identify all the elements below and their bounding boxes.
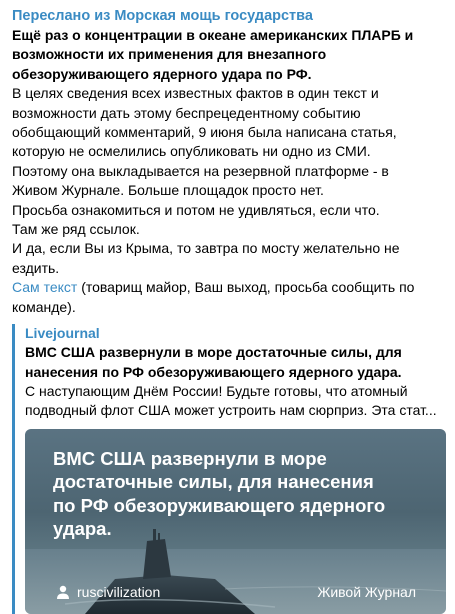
link-comment: (товарищ майор, Ваш выход, просьба сообщить по xyxy=(77,279,415,296)
preview-title-line: ВМС США развернули в море достаточные силы, для xyxy=(25,344,402,361)
body-line: Поэтому она выкладывается на резервной платформе - в xyxy=(12,162,389,179)
body-line: Там же ряд ссылок. xyxy=(12,221,140,238)
image-headline xyxy=(53,447,433,541)
image-headline-line: по РФ обезоруживающего ядерного xyxy=(53,494,386,516)
preview-title-line: нанесения по РФ обезоруживающего ядерного удара. xyxy=(25,363,402,380)
author-name: ruscivilization xyxy=(77,583,161,600)
forward-header[interactable]: Переслано из Морская мощь государства xyxy=(12,8,313,24)
message-body xyxy=(12,84,445,317)
body-line: Живом Журнале. Больше площадок просто нет. xyxy=(12,182,324,199)
image-author xyxy=(55,584,160,600)
preview-site-name: Livejournal xyxy=(25,325,100,342)
link-preview[interactable] xyxy=(12,324,445,614)
body-line: обобщающий комментарий, 9 июня была написана статья, xyxy=(12,124,397,141)
image-source-name: Живой Журнал xyxy=(317,583,416,600)
body-line: ездить. xyxy=(12,259,60,276)
body-line: Просьба ознакомиться и потом не удивляться, если что. xyxy=(12,201,380,218)
preview-description-line: подводный флот США может устроить нам сюрприз. Эта стат... xyxy=(25,402,437,419)
headline-line: обезоруживающего ядерного удара по РФ. xyxy=(12,65,312,82)
preview-image[interactable] xyxy=(25,429,446,614)
body-line: возможности дать этому беспрецедентному событию xyxy=(12,104,361,121)
image-headline-line: ВМС США развернули в море xyxy=(53,447,327,469)
headline-line: Ещё раз о концентрации в океане американских ПЛАРБ и xyxy=(12,27,414,43)
preview-description-line: С наступающим Днём России! Будьте готовы, что атомный xyxy=(25,382,408,399)
article-link[interactable]: Сам текст xyxy=(12,279,78,296)
body-line: команде). xyxy=(12,298,76,315)
link-line xyxy=(12,278,445,297)
image-headline-line: удара. xyxy=(53,518,112,540)
body-line: И да, если Вы из Крыма, то завтра по мосту желательно не xyxy=(12,240,400,257)
user-icon xyxy=(55,584,71,600)
message-headline xyxy=(12,26,445,84)
body-line: которую не осмелились опубликовать ни одно из СМИ. xyxy=(12,143,371,160)
body-line: В целях сведения всех известных фактов в один текст и xyxy=(12,85,379,102)
image-headline-line: достаточные силы, для нанесения xyxy=(53,471,374,493)
headline-line: возможности их применения для внезапного xyxy=(12,46,327,63)
